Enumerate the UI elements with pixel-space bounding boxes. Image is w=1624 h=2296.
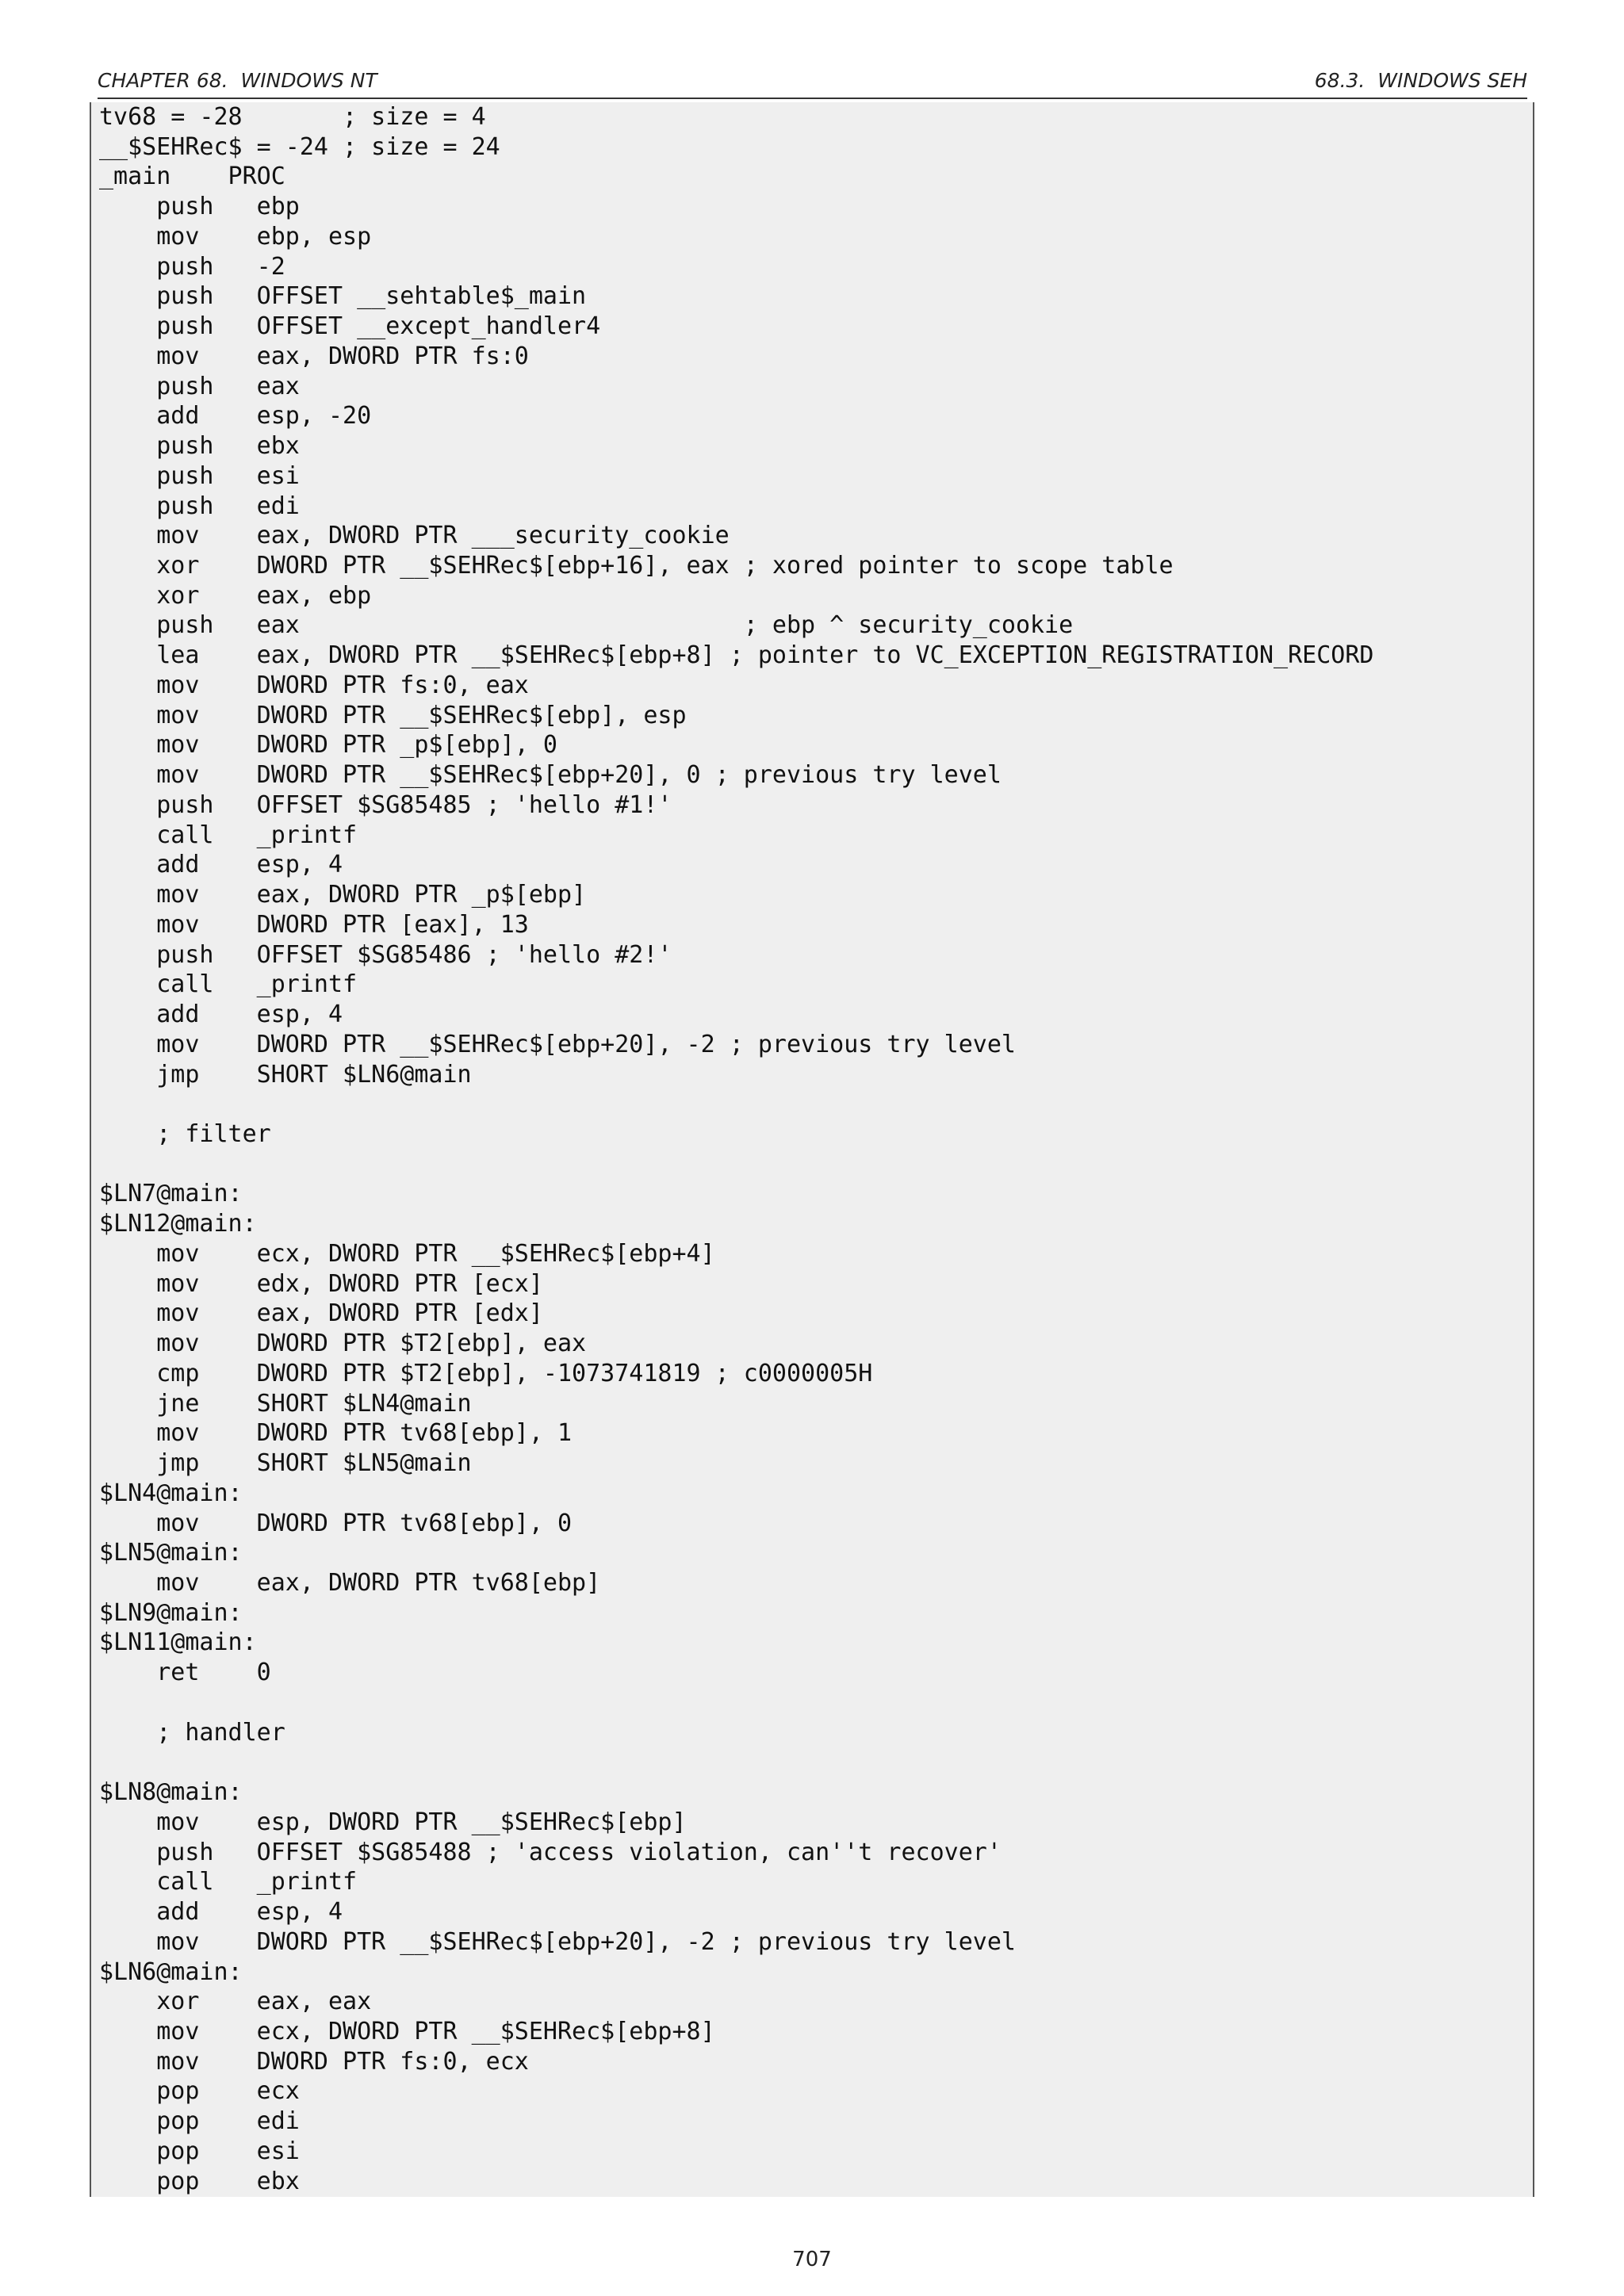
code-line: add esp, 4 bbox=[99, 1898, 343, 1927]
code-line: jne SHORT $LN4@main bbox=[99, 1389, 472, 1418]
code-line: ; filter bbox=[99, 1119, 271, 1148]
code-listing bbox=[90, 102, 1534, 2197]
code-line: pop ebx bbox=[99, 2167, 300, 2195]
code-line: mov DWORD PTR fs:0, eax bbox=[99, 671, 529, 699]
code-line bbox=[99, 1150, 1373, 1180]
code-line: mov ebp, esp bbox=[99, 222, 372, 251]
code-line: pop ecx bbox=[99, 2077, 300, 2106]
code-line: $LN7@main: bbox=[99, 1180, 243, 1208]
code-line: push OFFSET __except_handler4 bbox=[99, 312, 601, 341]
code-line: push OFFSET $SG85486 ; 'hello #2!' bbox=[99, 940, 672, 969]
code-line: mov DWORD PTR tv68[ebp], 0 bbox=[99, 1509, 573, 1537]
code-line: mov ecx, DWORD PTR __$SEHRec$[ebp+4] bbox=[99, 1239, 715, 1268]
code-line: call _printf bbox=[99, 1868, 358, 1896]
code-line: add esp, 4 bbox=[99, 1001, 343, 1029]
code-line: mov DWORD PTR __$SEHRec$[ebp+20], -2 ; previous try level bbox=[99, 1030, 1016, 1058]
code-line: $LN5@main: bbox=[99, 1539, 243, 1567]
code-line: mov DWORD PTR __$SEHRec$[ebp+20], -2 ; previous try level bbox=[99, 1927, 1016, 1956]
code-line: mov DWORD PTR fs:0, ecx bbox=[99, 2047, 529, 2076]
code-line: mov eax, DWORD PTR fs:0 bbox=[99, 342, 529, 370]
code-line: _main PROC bbox=[99, 163, 285, 191]
code-line: tv68 = -28 ; size = 4 bbox=[99, 103, 486, 131]
code-line: pop esi bbox=[99, 2137, 300, 2165]
code-line: cmp DWORD PTR $T2[ebp], -1073741819 ; c0000005H bbox=[99, 1359, 873, 1387]
code-line: push ebx bbox=[99, 432, 300, 461]
code-line: pop edi bbox=[99, 2107, 300, 2136]
code-line: call _printf bbox=[99, 970, 358, 999]
code-line: push edi bbox=[99, 492, 300, 520]
code-line: push OFFSET $SG85488 ; 'access violation, can''t recover' bbox=[99, 1838, 1002, 1866]
code-line: mov eax, DWORD PTR _p$[ebp] bbox=[99, 881, 587, 909]
running-header bbox=[98, 67, 1527, 99]
code-line: mov DWORD PTR tv68[ebp], 1 bbox=[99, 1419, 573, 1448]
code-line: push eax ; ebp ^ security_cookie bbox=[99, 611, 1074, 640]
code-line: mov DWORD PTR $T2[ebp], eax bbox=[99, 1330, 587, 1358]
code-line: mov DWORD PTR _p$[ebp], 0 bbox=[99, 731, 557, 760]
code-line: ret 0 bbox=[99, 1659, 271, 1687]
code-line: call _printf bbox=[99, 821, 358, 849]
code-line: push esi bbox=[99, 461, 300, 490]
code-line: mov eax, DWORD PTR tv68[ebp] bbox=[99, 1568, 601, 1597]
code-line: jmp SHORT $LN6@main bbox=[99, 1060, 472, 1089]
code-line: mov esp, DWORD PTR __$SEHRec$[ebp] bbox=[99, 1808, 687, 1836]
code-line: mov edx, DWORD PTR [ecx] bbox=[99, 1269, 543, 1298]
code-line: mov DWORD PTR [eax], 13 bbox=[99, 910, 529, 939]
code-lines bbox=[99, 102, 1373, 2196]
code-line: xor eax, ebp bbox=[99, 581, 372, 610]
code-line: $LN9@main: bbox=[99, 1598, 243, 1627]
chapter-title: CHAPTER 68. WINDOWS NT bbox=[98, 69, 377, 92]
code-line: __$SEHRec$ = -24 ; size = 24 bbox=[99, 132, 500, 161]
code-line: push OFFSET __sehtable$_main bbox=[99, 282, 587, 311]
code-line: mov eax, DWORD PTR [edx] bbox=[99, 1299, 543, 1328]
code-line bbox=[99, 1089, 1373, 1119]
code-line: $LN11@main: bbox=[99, 1628, 257, 1657]
code-line: add esp, 4 bbox=[99, 851, 343, 879]
code-line: mov DWORD PTR __$SEHRec$[ebp+20], 0 ; previous try level bbox=[99, 761, 1002, 790]
code-line: lea eax, DWORD PTR __$SEHRec$[ebp+8] ; pointer to VC_EXCEPTION_REGISTRATION_RECORD bbox=[99, 641, 1374, 670]
code-line: push ebp bbox=[99, 193, 300, 221]
code-line: xor eax, eax bbox=[99, 1988, 372, 2016]
code-line: $LN6@main: bbox=[99, 1957, 243, 1986]
code-line: $LN12@main: bbox=[99, 1210, 257, 1238]
code-line: add esp, -20 bbox=[99, 402, 372, 430]
code-line: jmp SHORT $LN5@main bbox=[99, 1449, 472, 1478]
section-title: 68.3. WINDOWS SEH bbox=[1314, 69, 1527, 92]
code-line: ; handler bbox=[99, 1718, 285, 1747]
code-line bbox=[99, 1747, 1373, 1777]
code-line: mov eax, DWORD PTR ___security_cookie bbox=[99, 522, 730, 550]
code-line: $LN8@main: bbox=[99, 1778, 243, 1807]
code-line bbox=[99, 1688, 1373, 1718]
code-line: push OFFSET $SG85485 ; 'hello #1!' bbox=[99, 790, 672, 819]
code-line: mov DWORD PTR __$SEHRec$[ebp], esp bbox=[99, 701, 687, 729]
code-line: $LN4@main: bbox=[99, 1479, 243, 1507]
code-line: mov ecx, DWORD PTR __$SEHRec$[ebp+8] bbox=[99, 2018, 715, 2045]
code-line: push eax bbox=[99, 372, 300, 400]
code-line: push -2 bbox=[99, 252, 285, 281]
page-number: 707 bbox=[792, 2248, 832, 2271]
code-line: xor DWORD PTR __$SEHRec$[ebp+16], eax ; xored pointer to scope table bbox=[99, 552, 1174, 580]
